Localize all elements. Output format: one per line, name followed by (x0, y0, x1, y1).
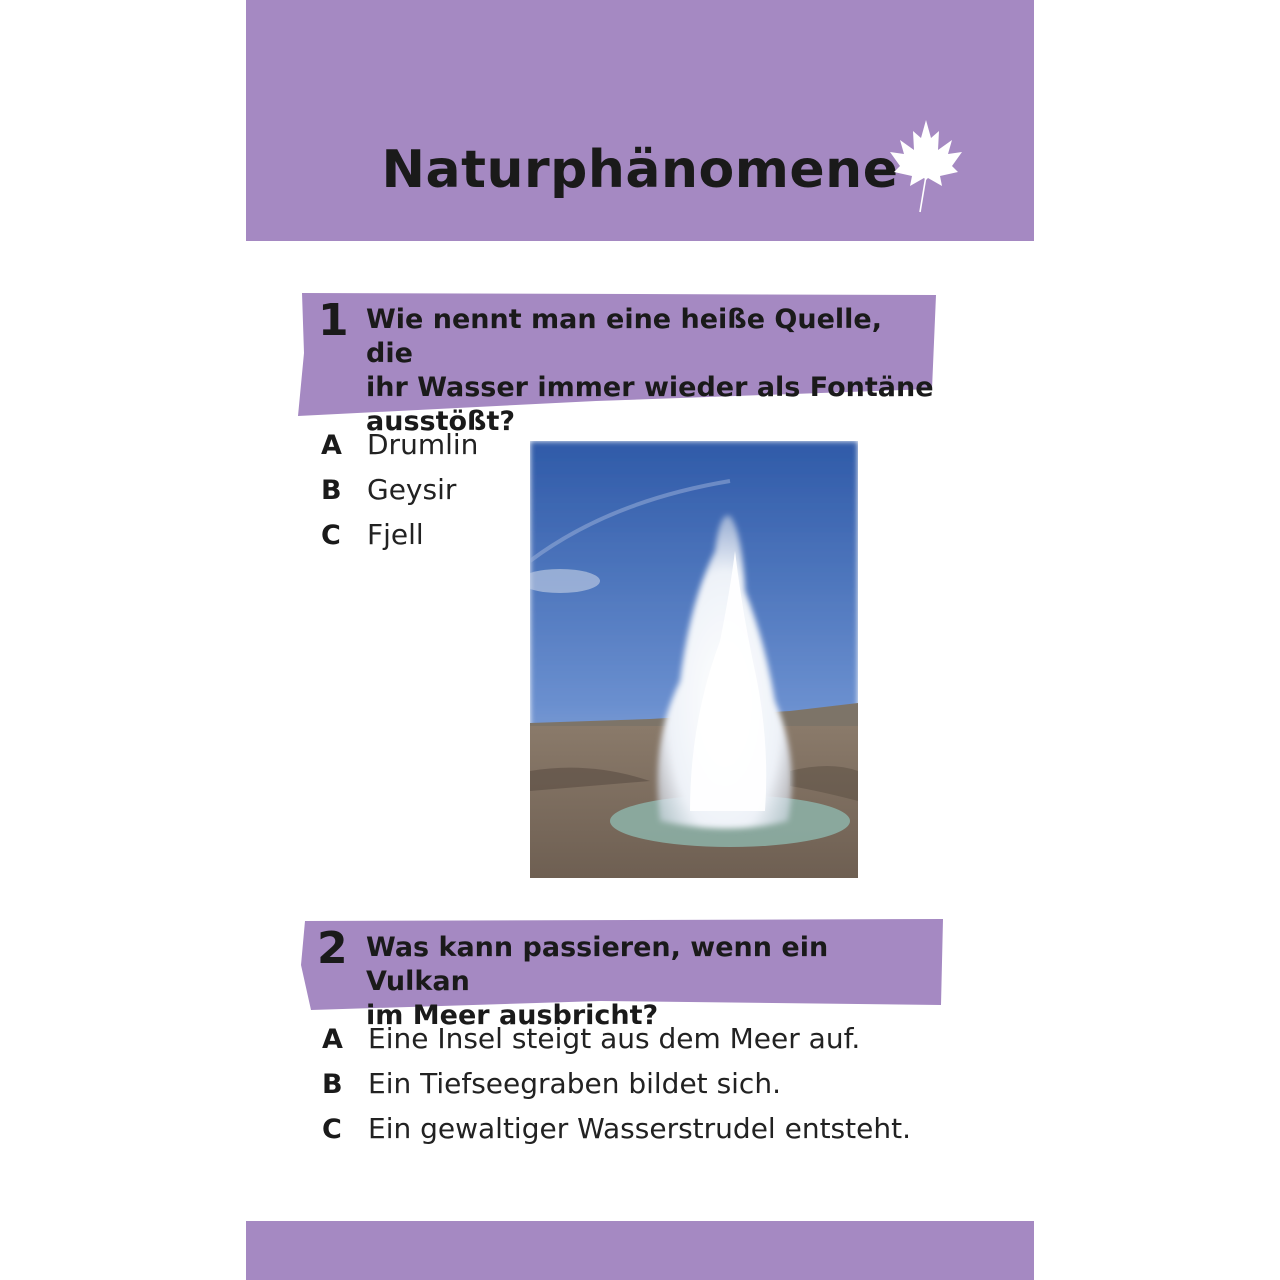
quiz-card (246, 0, 1034, 1280)
maple-leaf-icon (886, 116, 966, 216)
answer-option[interactable] (322, 1022, 911, 1067)
question-1-answers (321, 428, 478, 563)
geyser-photo (530, 441, 858, 878)
answer-text: Ein Tiefseegraben bildet sich. (368, 1067, 781, 1100)
answer-text: Fjell (367, 518, 424, 551)
question-line: ihr Wasser immer wieder als Fontäne (366, 372, 934, 403)
answer-option[interactable] (322, 1112, 911, 1157)
question-number: 2 (317, 923, 348, 974)
answer-text: Drumlin (367, 428, 479, 461)
question-2-banner (301, 915, 946, 1031)
answer-letter: A (321, 430, 342, 461)
question-text (366, 931, 941, 1033)
question-number: 1 (318, 295, 349, 346)
answer-option[interactable] (321, 428, 478, 473)
answer-letter: A (322, 1024, 343, 1055)
card-header (246, 0, 1034, 241)
answer-letter: C (321, 520, 341, 551)
answer-letter: B (321, 475, 342, 506)
answer-letter: B (322, 1069, 343, 1100)
answer-letter: C (322, 1114, 342, 1145)
answer-option[interactable] (321, 518, 478, 563)
question-2-answers (322, 1022, 911, 1157)
answer-option[interactable] (321, 473, 478, 518)
answer-text: Ein gewaltiger Wasserstrudel entsteht. (368, 1112, 911, 1145)
card-footer (246, 1221, 1034, 1280)
answer-text: Geysir (367, 473, 457, 506)
question-line: Was kann passieren, wenn ein Vulkan (366, 932, 829, 997)
page-title: Naturphänomene (381, 140, 899, 200)
question-text (366, 303, 936, 439)
question-1-banner (296, 289, 942, 437)
answer-option[interactable] (322, 1067, 911, 1112)
question-line: Wie nennt man eine heiße Quelle, die (366, 304, 882, 369)
answer-text: Eine Insel steigt aus dem Meer auf. (368, 1022, 861, 1055)
question-line: ausstößt? (366, 406, 516, 437)
question-line: im Meer ausbricht? (366, 1000, 659, 1031)
